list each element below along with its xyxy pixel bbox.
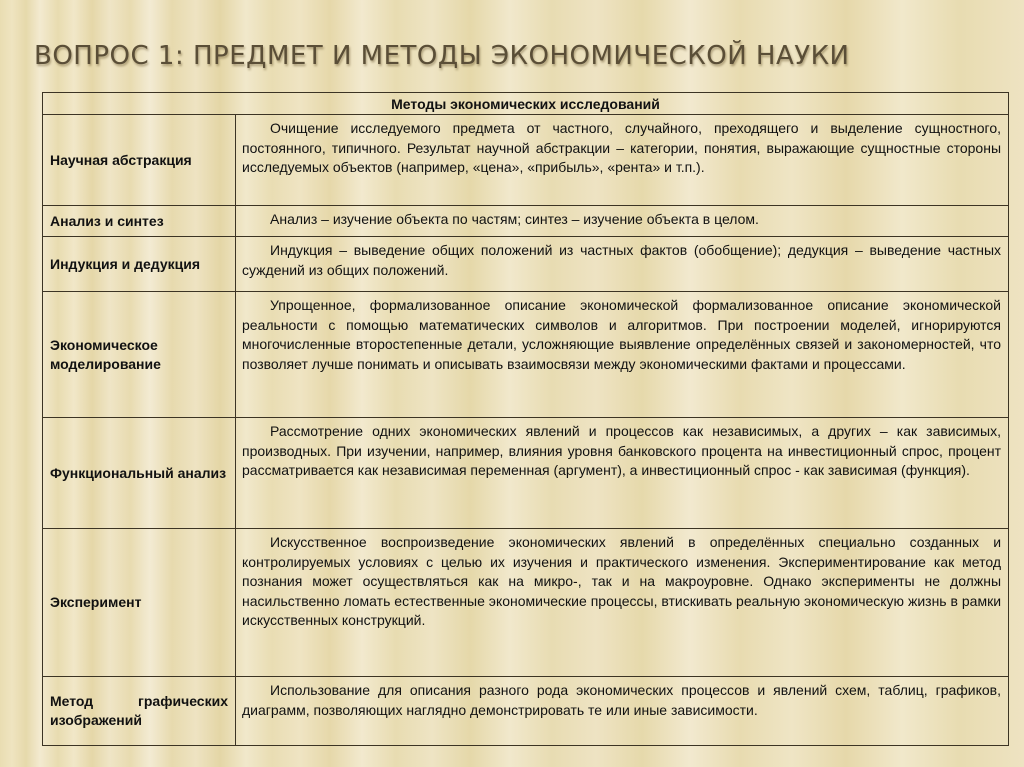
method-description: Рассмотрение одних экономических явлений и процессов как независимых, а других – как зависимых, производных. При изучении, например, влияния уровня банковского процента на инвестиционный спрос, процент рассматривается как независимая переменная (аргумент), а инвестиционный спрос - как зависимая (функция).: [236, 418, 1009, 529]
method-description: Использование для описания разного рода экономических процессов и явлений схем, таблиц, графиков, диаграмм, позволяющих наглядно демонстрировать те или иные зависимости.: [236, 677, 1009, 746]
method-description: Упрощенное, формализованное описание экономической формализованное описание экономической реальности с помощью математических символов и алгоритмов. При построении моделей, игнорируются многочисленные второстепенные детали, усложняющие выявление определённых связей и закономерностей, что позволяет лучше понимать и описывать взаимосвязи между экономическими фактами и процессами.: [236, 292, 1009, 418]
method-name: Функциональный анализ: [43, 418, 236, 529]
table-row: [43, 206, 1009, 237]
table-row: [43, 292, 1009, 418]
table-header-row: [43, 93, 1009, 115]
method-description: Анализ – изучение объекта по частям; синтез – изучение объекта в целом.: [236, 206, 1009, 237]
table-row: [43, 529, 1009, 677]
method-description: Очищение исследуемого предмета от частного, случайного, преходящего и выделение сущностного, постоянного, типичного. Результат научной абстракции – категории, понятия, выражающие сущностные стороны исследуемых объектов (например, «цена», «прибыль», «рента» и т.п.).: [236, 115, 1009, 206]
method-name: Анализ и синтез: [43, 206, 236, 237]
method-name: Экономическое моделирование: [43, 292, 236, 418]
methods-table: [42, 92, 1009, 746]
slide-title: ВОПРОС 1: ПРЕДМЕТ И МЕТОДЫ ЭКОНОМИЧЕСКОЙ НАУКИ: [34, 41, 850, 71]
method-name: Индукция и дедукция: [43, 237, 236, 292]
table-row: [43, 418, 1009, 529]
table-row: [43, 237, 1009, 292]
method-name: Метод графических изображений: [43, 677, 236, 746]
table-row: [43, 677, 1009, 746]
method-name: Научная абстракция: [43, 115, 236, 206]
method-description: Искусственное воспроизведение экономических явлений в определённых специально созданных и контролируемых условиях с целью их изучения и практического изменения. Экспериментирование как метод познания может осуществляться как на микро-, так и на макроуровне. Однако эксперименты не должны насильственно ломать естественные экономические процессы, втискивать реальную экономическую жизнь в рамки искусственных конструкций.: [236, 529, 1009, 677]
table-header: Методы экономических исследований: [43, 93, 1009, 115]
method-description: Индукция – выведение общих положений из частных фактов (обобщение); дедукция – выведение частных суждений из общих положений.: [236, 237, 1009, 292]
table-row: [43, 115, 1009, 206]
method-name: Эксперимент: [43, 529, 236, 677]
